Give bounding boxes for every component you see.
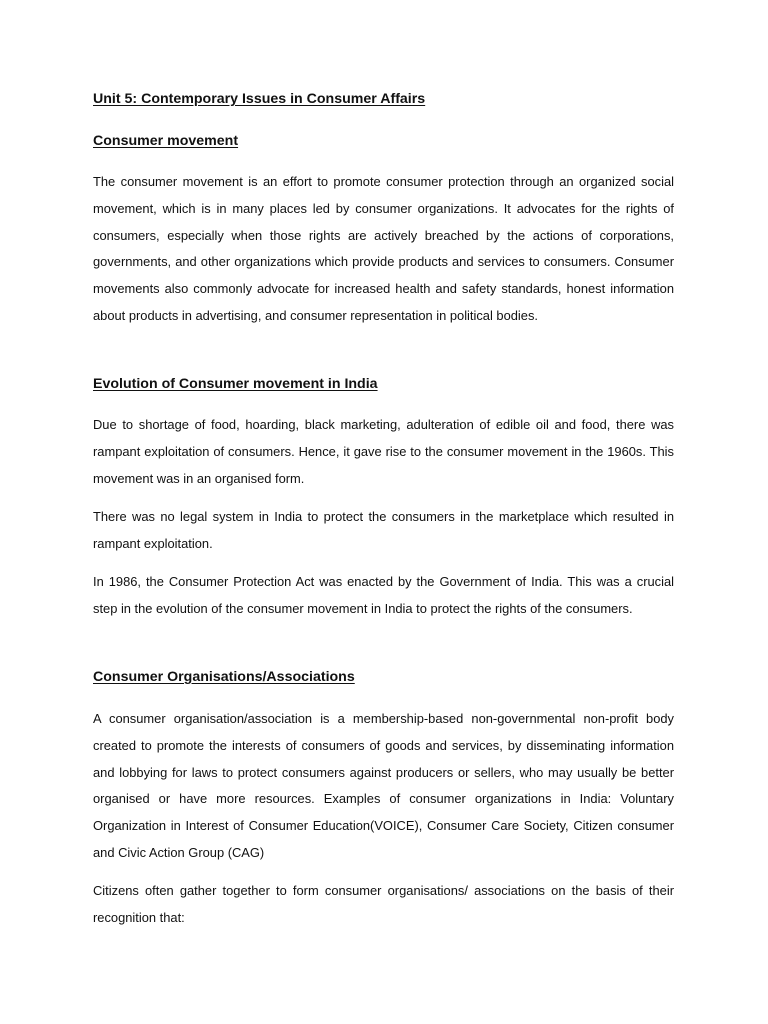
unit-title: Unit 5: Contemporary Issues in Consumer Affairs: [93, 91, 426, 107]
paragraph-evolution-origins: Due to shortage of food, hoarding, black marketing, adulteration of edible oil and food, there was rampant exploitation of consumers. Hence, it gave rise to the consumer movement in the 1960s. This movement was in an organised form.: [93, 417, 674, 486]
paragraph-consumer-organisation-definition: A consumer organisation/association is a membership-based non-governmental non-profit body created to promote the interests of consumers of goods and services, by disseminating information and lobbying for laws to protect consumers against producers or sellers, who may usually be better organised or have more resources. Examples of consumer organizations in India: Voluntary Organization in Interest of Consumer Education(VOICE), Consumer Care Society, Citizen consumer and Civic Action Group (CAG): [93, 711, 674, 860]
heading-consumer-organisations: Consumer Organisations/Associations: [93, 669, 355, 685]
heading-consumer-movement: Consumer movement: [93, 133, 239, 149]
paragraph-consumer-protection-act: In 1986, the Consumer Protection Act was enacted by the Government of India. This was a crucial step in the evolution of the consumer movement in India to protect the rights of the consumers.: [93, 574, 674, 616]
paragraph-citizens-form-organisations: Citizens often gather together to form consumer organisations/ associations on the basis of their recognition that:: [93, 883, 674, 925]
heading-evolution-consumer-movement-india: Evolution of Consumer movement in India: [93, 376, 378, 392]
paragraph-consumer-movement-definition: The consumer movement is an effort to promote consumer protection through an organized social movement, which is in many places led by consumer organizations. It advocates for the rights of consumers, especially when those rights are actively breached by the actions of corporations, governments, and other organizations which provide products and services to consumers. Consumer movements also commonly advocate for increased health and safety standards, honest information about products in advertising, and consumer representation in political bodies.: [93, 174, 674, 323]
paragraph-no-legal-system: There was no legal system in India to protect the consumers in the marketplace which resulted in rampant exploitation.: [93, 509, 674, 551]
